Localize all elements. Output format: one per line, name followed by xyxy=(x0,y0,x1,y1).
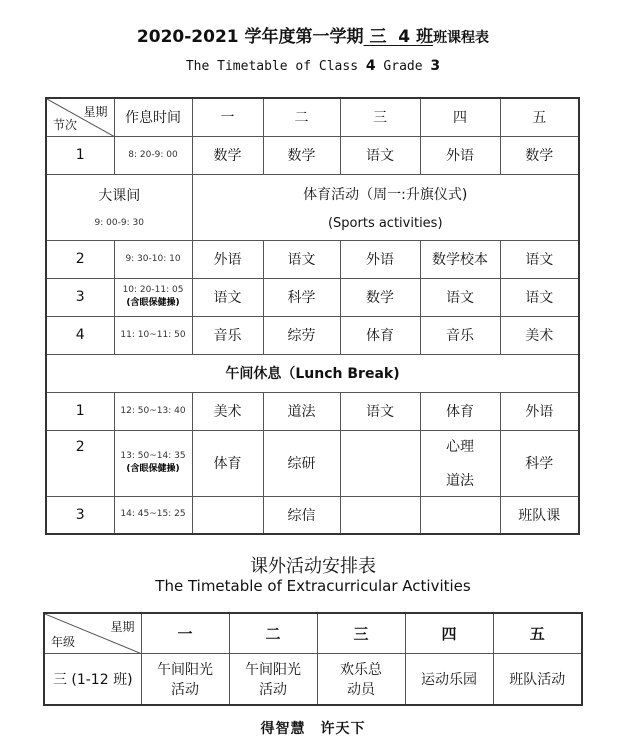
period-time: 9: 30-10: 10 xyxy=(114,240,192,278)
table-row xyxy=(46,278,579,316)
subtitle-mid: Grade xyxy=(375,59,431,74)
subject-cell: 数学 xyxy=(340,278,420,316)
period-time: 11: 10~11: 50 xyxy=(114,316,192,354)
title-grade: 三 xyxy=(369,27,387,47)
page-subtitle xyxy=(0,58,626,74)
lunch-row xyxy=(46,354,579,392)
subject-cell: 道法 xyxy=(263,392,340,430)
period-number: 3 xyxy=(46,278,114,316)
period-time: 8: 20-9: 00 xyxy=(114,136,192,174)
subject-cell: 综信 xyxy=(263,496,340,534)
big-break-row xyxy=(46,174,579,240)
period-time xyxy=(114,430,192,496)
subject-cell: 语文 xyxy=(192,278,263,316)
table-row xyxy=(46,496,579,534)
subject-cell-part: 道法 xyxy=(446,473,474,489)
day-header: 二 xyxy=(263,98,340,136)
timetable-header-row xyxy=(46,98,579,136)
extracurricular-title: 课外活动安排表 xyxy=(250,556,376,577)
table-row xyxy=(46,316,579,354)
period-time: 12: 50~13: 40 xyxy=(114,392,192,430)
corner-period-label: 节次 xyxy=(53,117,78,132)
corner-cell xyxy=(46,98,114,136)
day-header: 五 xyxy=(500,98,579,136)
table-row xyxy=(46,240,579,278)
eye-exercise-note: (含眼保健操) xyxy=(126,298,180,308)
activity-cell xyxy=(229,653,317,705)
period-number: 1 xyxy=(46,136,114,174)
activity-line: 欢乐总 xyxy=(340,661,382,678)
period-number: 3 xyxy=(46,496,114,534)
subject-cell: 体育 xyxy=(340,316,420,354)
subject-cell: 语文 xyxy=(263,240,340,278)
school-motto: 得智慧 许天下 xyxy=(260,721,366,737)
subject-cell xyxy=(192,496,263,534)
subject-cell: 语文 xyxy=(500,240,579,278)
subject-cell xyxy=(420,496,500,534)
big-break-cell xyxy=(46,174,192,240)
class-timetable xyxy=(45,97,580,535)
subject-cell: 音乐 xyxy=(420,316,500,354)
title-class-underlined xyxy=(364,27,434,47)
subtitle-prefix: The Timetable of Class xyxy=(185,59,366,74)
big-break-label: 大课间 xyxy=(98,188,141,204)
activity-line: 活动 xyxy=(171,681,199,698)
title-term: 2020-2021 学年度第一学期 xyxy=(136,27,364,47)
subject-cell: 数学 xyxy=(192,136,263,174)
subject-cell: 语文 xyxy=(340,392,420,430)
page-title xyxy=(0,22,626,47)
activity-line: 动员 xyxy=(347,681,375,698)
activity-cell xyxy=(141,653,229,705)
activity-cell: 运动乐园 xyxy=(405,653,493,705)
subject-cell: 综研 xyxy=(263,430,340,496)
subject-cell: 音乐 xyxy=(192,316,263,354)
extra-header-row xyxy=(44,613,582,653)
activity-en: (Sports activities) xyxy=(327,215,443,231)
subject-cell: 语文 xyxy=(340,136,420,174)
period-number: 2 xyxy=(46,430,114,496)
extracurricular-subtitle: The Timetable of Extracurricular Activities xyxy=(155,577,471,595)
subtitle-grade: 3 xyxy=(430,58,441,74)
big-break-time: 9: 00-9: 30 xyxy=(94,218,144,228)
extracurricular-table xyxy=(43,612,583,706)
day-header: 五 xyxy=(493,613,582,653)
day-header: 二 xyxy=(229,613,317,653)
subject-cell: 科学 xyxy=(263,278,340,316)
subject-cell: 美术 xyxy=(192,392,263,430)
subject-cell-split xyxy=(420,430,500,496)
corner-weekday-label: 星期 xyxy=(110,620,135,634)
time-header: 作息时间 xyxy=(114,98,192,136)
subject-cell: 体育 xyxy=(192,430,263,496)
day-header: 三 xyxy=(317,613,405,653)
subject-cell: 美术 xyxy=(500,316,579,354)
corner-weekday-label: 星期 xyxy=(83,105,108,119)
activity-line: 午间阳光 xyxy=(245,661,301,678)
activity-line: 午间阳光 xyxy=(157,661,213,678)
title-suffix: 班课程表 xyxy=(433,30,490,46)
period-time-text: 13: 50~14: 35 xyxy=(120,451,186,461)
subject-cell: 体育 xyxy=(420,392,500,430)
table-row xyxy=(46,430,579,496)
subject-cell-part: 心理 xyxy=(446,439,474,455)
activity-cn: 体育活动（周一:升旗仪式) xyxy=(303,186,468,203)
extra-corner-cell xyxy=(44,613,141,653)
subject-cell: 外语 xyxy=(340,240,420,278)
period-number: 1 xyxy=(46,392,114,430)
period-number: 2 xyxy=(46,240,114,278)
day-header: 一 xyxy=(141,613,229,653)
grade-cell: 三 (1-12 班) xyxy=(44,653,141,705)
subject-cell: 综劳 xyxy=(263,316,340,354)
activity-cell: 班队活动 xyxy=(493,653,582,705)
activity-cell xyxy=(317,653,405,705)
activity-line: 活动 xyxy=(259,681,287,698)
subject-cell: 语文 xyxy=(420,278,500,316)
subject-cell: 数学校本 xyxy=(420,240,500,278)
subject-cell: 外语 xyxy=(500,392,579,430)
day-header: 一 xyxy=(192,98,263,136)
subject-cell xyxy=(340,496,420,534)
table-row xyxy=(46,136,579,174)
subject-cell: 数学 xyxy=(500,136,579,174)
subject-cell: 语文 xyxy=(500,278,579,316)
subject-cell: 数学 xyxy=(263,136,340,174)
period-time-text: 10: 20-11: 05 xyxy=(122,285,184,295)
subject-cell: 外语 xyxy=(420,136,500,174)
day-header: 四 xyxy=(405,613,493,653)
period-number: 4 xyxy=(46,316,114,354)
subject-cell xyxy=(340,430,420,496)
corner-grade-label: 年级 xyxy=(51,634,76,649)
subject-cell: 外语 xyxy=(192,240,263,278)
title-class-no: 4 xyxy=(398,27,411,47)
subtitle-class: 4 xyxy=(365,58,376,74)
period-time: 14: 45~15: 25 xyxy=(114,496,192,534)
lunch-break: 午间休息（Lunch Break) xyxy=(46,354,579,392)
subject-cell: 班队课 xyxy=(500,496,579,534)
title-ban: 班 xyxy=(416,27,434,47)
subject-cell: 科学 xyxy=(500,430,579,496)
big-break-activity xyxy=(192,174,579,240)
eye-exercise-note: (含眼保健操) xyxy=(126,464,180,474)
day-header: 三 xyxy=(340,98,420,136)
table-row xyxy=(46,392,579,430)
day-header: 四 xyxy=(420,98,500,136)
table-row xyxy=(44,653,582,705)
period-time xyxy=(114,278,192,316)
